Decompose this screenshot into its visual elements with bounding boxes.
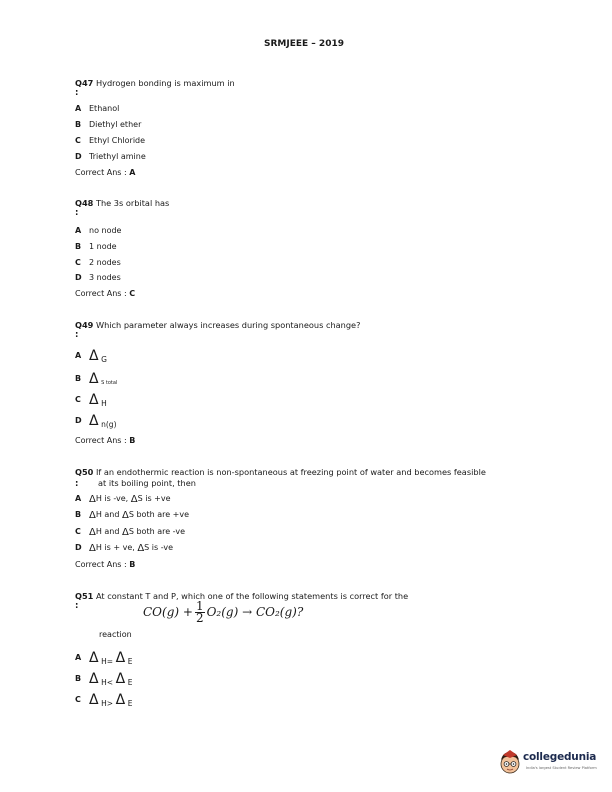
option-subscript: E <box>127 657 133 666</box>
option-text: S both are -ve <box>128 527 185 536</box>
question-number: Q51 <box>75 591 94 601</box>
reaction-label: reaction <box>99 630 132 639</box>
delta-icon: Δ <box>89 392 99 408</box>
reaction-equation <box>143 601 303 624</box>
delta-icon: Δ <box>130 494 138 505</box>
correct-answer <box>75 289 135 298</box>
option-subscript: E <box>127 699 133 708</box>
option-a[interactable] <box>75 494 171 505</box>
option-operator: > <box>106 699 114 708</box>
question-51 <box>75 591 408 601</box>
delta-icon: Δ <box>89 527 96 538</box>
delta-icon: Δ <box>122 510 129 521</box>
answer-label: Correct Ans : <box>75 289 127 298</box>
equation-right: O₂(g) → CO₂(g)? <box>206 605 304 619</box>
option-letter: B <box>75 374 82 383</box>
question-text: At constant T and P, which one of the following statements is correct for the <box>95 591 409 601</box>
option-text: S is +ve <box>137 494 171 503</box>
option-subscript: E <box>127 678 133 687</box>
option-text: 2 nodes <box>89 258 121 267</box>
option-text: H is -ve, <box>95 494 131 503</box>
logo-tagline: India's largest Student Review Platform <box>526 766 597 770</box>
equation-left: CO(g) + <box>143 605 193 619</box>
option-letter: B <box>75 510 82 519</box>
option-b[interactable] <box>75 371 117 387</box>
logo-text: collegedunia <box>523 751 597 763</box>
question-text: at its boiling point, then <box>98 478 196 488</box>
delta-icon: Δ <box>122 527 129 538</box>
delta-icon: Δ <box>89 692 99 708</box>
question-49 <box>75 320 360 330</box>
question-colon: : <box>75 88 79 98</box>
option-letter: C <box>75 258 81 267</box>
option-b[interactable] <box>75 510 189 521</box>
collegedunia-logo[interactable] <box>497 748 612 778</box>
delta-icon: Δ <box>115 671 126 687</box>
option-text: Triethyl amine <box>89 152 146 161</box>
answer-value: B <box>129 436 136 445</box>
option-letter: B <box>75 674 82 683</box>
delta-icon: Δ <box>89 371 99 387</box>
question-number: Q50 <box>75 467 94 477</box>
question-colon: : <box>75 601 79 611</box>
delta-icon: Δ <box>89 650 99 666</box>
fraction-denominator: 2 <box>195 611 204 625</box>
option-subscript: H <box>101 678 107 687</box>
option-letter: D <box>75 416 82 425</box>
question-number: Q47 <box>75 78 94 88</box>
question-47 <box>75 78 235 88</box>
delta-icon: Δ <box>137 543 145 554</box>
question-colon: : <box>75 330 79 340</box>
option-b[interactable] <box>75 671 132 687</box>
page-header: SRMJEEE – 2019 <box>264 39 344 49</box>
option-text: H and <box>95 527 122 536</box>
option-operator: = <box>106 657 114 666</box>
option-a[interactable] <box>75 650 132 666</box>
delta-icon: Δ <box>115 650 126 666</box>
option-text: 1 node <box>89 242 117 251</box>
option-c[interactable] <box>75 136 145 145</box>
option-letter: D <box>75 543 82 552</box>
fraction-one-half <box>195 601 205 624</box>
question-48 <box>75 198 169 208</box>
option-text: 3 nodes <box>89 273 121 282</box>
option-a[interactable] <box>75 104 119 113</box>
option-letter: C <box>75 136 81 145</box>
option-d[interactable] <box>75 273 121 282</box>
option-letter: C <box>75 695 81 704</box>
option-letter: B <box>75 120 82 129</box>
delta-icon: Δ <box>89 671 99 687</box>
option-letter: A <box>75 104 82 113</box>
option-subscript: S total <box>101 380 118 386</box>
option-subscript: H <box>101 399 107 408</box>
option-text: H is + ve, <box>95 543 138 552</box>
answer-value: B <box>129 560 136 569</box>
option-a[interactable] <box>75 226 121 235</box>
question-text-line2 <box>75 478 196 489</box>
question-text: Which parameter always increases during spontaneous change? <box>95 320 361 330</box>
delta-icon: Δ <box>89 348 99 364</box>
answer-value: A <box>129 168 136 177</box>
option-a[interactable] <box>75 348 107 364</box>
option-text: H and <box>95 510 122 519</box>
option-c[interactable] <box>75 527 185 538</box>
option-letter: A <box>75 494 82 503</box>
fraction-numerator: 1 <box>195 599 204 613</box>
option-text: no node <box>89 226 122 235</box>
option-text: S both are +ve <box>128 510 190 519</box>
option-letter: C <box>75 395 81 404</box>
option-letter: A <box>75 226 82 235</box>
answer-value: C <box>129 289 136 298</box>
option-text: Ethanol <box>89 104 120 113</box>
question-50 <box>75 467 486 477</box>
mascot-icon <box>497 748 523 776</box>
question-number: Q48 <box>75 198 94 208</box>
delta-icon: Δ <box>89 510 96 521</box>
option-d[interactable] <box>75 413 117 429</box>
delta-icon: Δ <box>89 413 99 429</box>
option-text: S is -ve <box>144 543 174 552</box>
delta-icon: Δ <box>115 692 126 708</box>
answer-label: Correct Ans : <box>75 560 127 569</box>
question-text: The 3s orbital has <box>95 198 170 208</box>
option-letter: D <box>75 273 82 282</box>
option-subscript: G <box>101 355 107 364</box>
option-subscript: H <box>101 699 107 708</box>
option-subscript: H <box>101 657 107 666</box>
correct-answer <box>75 436 135 445</box>
option-text: Diethyl ether <box>89 120 142 129</box>
option-b[interactable] <box>75 120 141 129</box>
option-c[interactable] <box>75 258 121 267</box>
correct-answer <box>75 168 135 177</box>
option-letter: D <box>75 152 82 161</box>
option-letter: A <box>75 351 82 360</box>
option-c[interactable] <box>75 392 107 408</box>
option-c[interactable] <box>75 692 132 708</box>
delta-icon: Δ <box>89 543 96 554</box>
answer-label: Correct Ans : <box>75 168 127 177</box>
option-letter: B <box>75 242 82 251</box>
option-b[interactable] <box>75 242 117 251</box>
question-colon: : <box>75 208 79 218</box>
delta-icon: Δ <box>89 494 96 505</box>
question-colon: : <box>75 479 79 489</box>
question-text: Hydrogen bonding is maximum in <box>95 78 235 88</box>
question-number: Q49 <box>75 320 94 330</box>
option-text: Ethyl Chloride <box>89 136 146 145</box>
option-operator: < <box>106 678 114 687</box>
option-d[interactable] <box>75 152 146 161</box>
correct-answer <box>75 560 135 569</box>
answer-label: Correct Ans : <box>75 436 127 445</box>
option-letter: A <box>75 653 82 662</box>
option-d[interactable] <box>75 543 173 554</box>
option-letter: C <box>75 527 81 536</box>
question-text: If an endothermic reaction is non-spontaneous at freezing point of water and becomes feasible <box>95 467 486 477</box>
option-subscript: n(g) <box>101 420 117 429</box>
